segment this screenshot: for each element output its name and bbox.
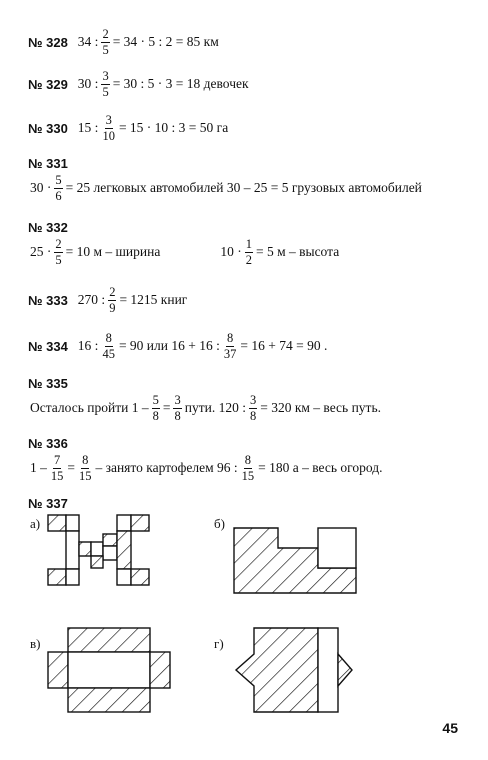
page-number: 45	[442, 720, 458, 736]
problem-328: № 328 34 : $\frac{2}{5}$ = 34 · 5 : 2 = 85 км	[28, 27, 219, 57]
fraction: $\frac{8}{37}$	[223, 331, 237, 361]
problem-number: № 332	[28, 220, 68, 235]
figure-a	[44, 512, 164, 592]
figure-g	[228, 620, 368, 720]
fraction: $\frac{8}{15}$	[241, 453, 255, 483]
fraction: $\frac{3}{8}$	[249, 393, 257, 423]
figure-label-a: а)	[30, 516, 41, 531]
problem-330: № 330 15 : $\frac{3}{10}$ = 15 · 10 : 3 = 50 га	[28, 113, 229, 143]
problem-number: № 329	[28, 76, 68, 92]
fraction: $\frac{1}{2}$	[245, 237, 252, 267]
problem-332: 25 · $\frac{2}{5}$ = 10 м – ширина 10 · $\frac{1}{2}$ = 5 м – высота	[30, 237, 340, 267]
problem-333: № 333 270 : $\frac{2}{9}$ = 1215 книг	[28, 285, 188, 315]
problem-334: № 334 16 : $\frac{8}{45}$ = 90 или 16 + 16 : $\frac{8}{37}$ = 16 + 74 = 90 .	[28, 331, 328, 361]
problem-number: № 331	[28, 156, 68, 171]
fraction: $\frac{2}{5}$	[55, 237, 62, 267]
fraction: $\frac{8}{45}$	[102, 331, 115, 361]
problem-number: № 333	[28, 292, 68, 308]
figure-label-v: в)	[30, 636, 41, 651]
problem-336: 1 – $\frac{7}{15}$ = $\frac{8}{15}$ – занято картофелем 96 : $\frac{8}{15}$ = 180 а – весь огород.	[30, 453, 383, 483]
figure-label-b: б)	[214, 516, 225, 531]
problem-number: № 335	[28, 376, 68, 391]
problem-329: № 329 30 : $\frac{3}{5}$ = 30 : 5 · 3 = 18 девочек	[28, 69, 249, 99]
figure-label-g: г)	[214, 636, 224, 651]
problem-335: Осталось пройти 1 – $\frac{5}{8}$ = $\frac{3}{8}$ пути. 120 : $\frac{3}{8}$ = 320 км – весь путь.	[30, 393, 381, 423]
fraction: $\frac{3}{10}$	[102, 113, 115, 143]
fraction: $\frac{2}{5}$	[102, 27, 109, 57]
figure-b	[228, 518, 368, 598]
fraction: $\frac{5}{8}$	[152, 393, 159, 423]
problem-number: № 328	[28, 34, 68, 50]
fraction: $\frac{3}{8}$	[174, 393, 181, 423]
fraction: $\frac{8}{15}$	[79, 453, 92, 483]
figure-v	[44, 620, 184, 720]
fraction: $\frac{3}{5}$	[102, 69, 109, 99]
fraction: $\frac{2}{9}$	[109, 285, 116, 315]
fraction: $\frac{7}{15}$	[50, 453, 64, 483]
problem-number: № 334	[28, 338, 68, 354]
problem-number: № 337	[28, 496, 68, 511]
problem-number: № 330	[28, 120, 68, 136]
fraction: $\frac{5}{6}$	[55, 173, 62, 203]
problem-number: № 336	[28, 436, 68, 451]
problem-331: 30 · $\frac{5}{6}$ = 25 легковых автомобилей 30 – 25 = 5 грузовых автомобилей	[30, 173, 422, 203]
